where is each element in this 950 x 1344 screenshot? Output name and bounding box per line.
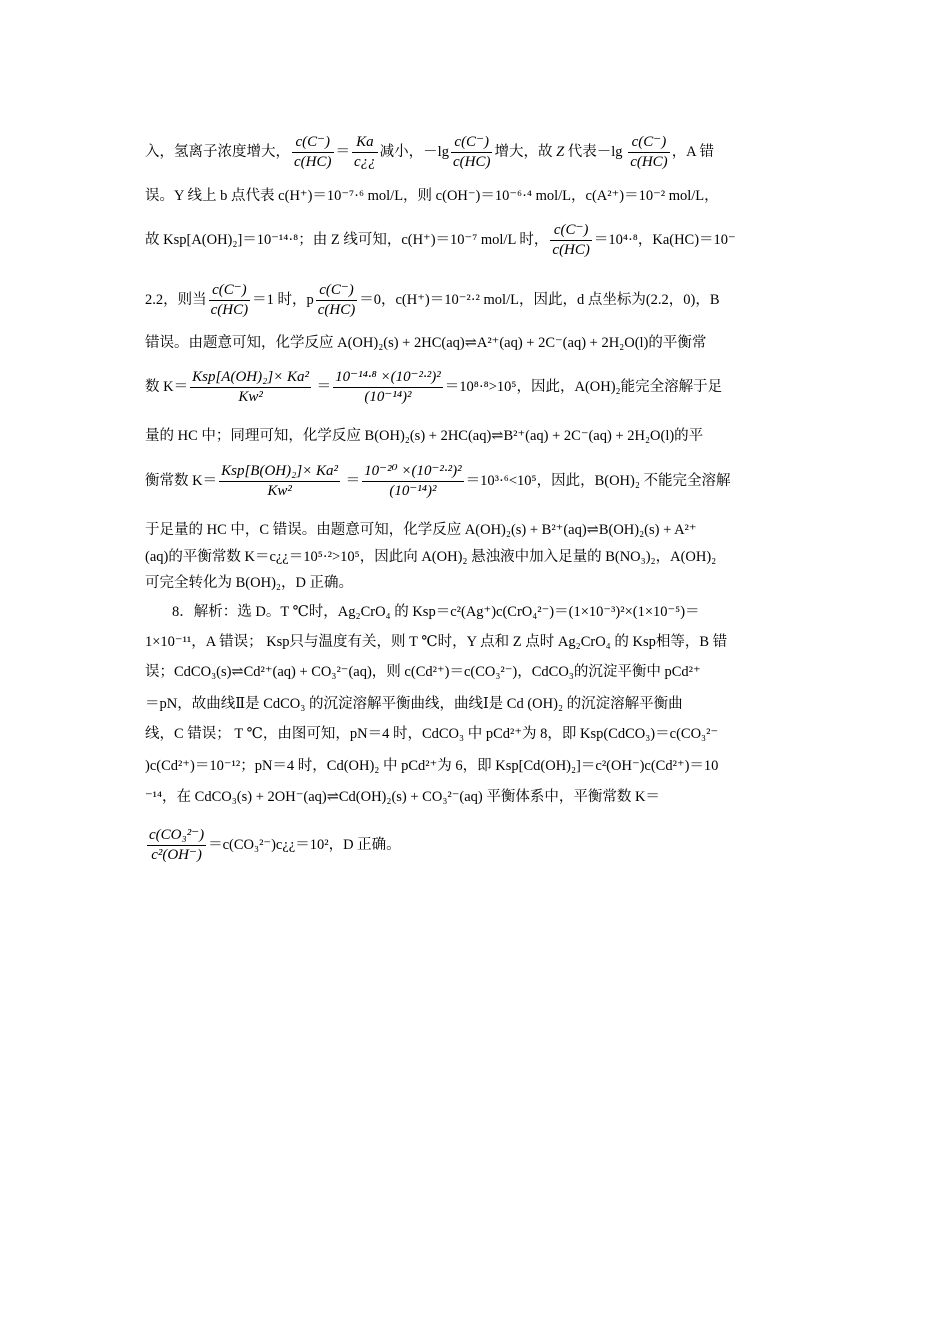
fraction	[219, 462, 340, 501]
text-segment: 衡常数 K＝	[145, 473, 218, 489]
text-segment: ＝10⁴·⁸，Ka(HC)＝10⁻	[593, 232, 736, 248]
text-line-14: 误；CdCO₃(s)⇌Cd²⁺(aq) + CO₃²⁻(aq)，则 c(Cd²⁺)＝c(CO₃²⁻)，CdCO₃的沉淀平衡中 pCd²⁺	[145, 664, 701, 680]
fraction	[628, 133, 670, 172]
fraction	[316, 281, 358, 320]
fraction	[362, 462, 463, 501]
text-line-16: 线，C 错误； T ℃，由图可知，pN＝4 时，CdCO₃ 中 pCd²⁺为 8，即 Ksp(CdCO₃)＝c(CO₃²⁻	[145, 726, 719, 742]
fraction	[550, 221, 592, 260]
fraction	[190, 368, 311, 407]
text-line-10: (aq)的平衡常数 K＝c¿¿＝10⁵·²>10⁵，因此向 A(OH)₂ 悬浊液中加入足量的 B(NO₃)₂，A(OH)₂	[145, 549, 717, 565]
text-line-1: 入，氢离子浓度增大， $\frac{c(C^-)}{c(HC)}$ ＝ $\frac{Ka}{c¿¿}$ 减小，－lg $\frac{c(C^-)}{c(HC)}$ 增大，故 Z 代表－lg $\frac{c(C^-)}{c(HC)}$ ，A 错	[145, 134, 714, 171]
text-line-8: 衡常数 K＝ $\frac{\text{Ksp[B(OH)₂]× Ka²}}{\text{Kw²}}$ ＝ $\frac{\text{10⁻²⁰ ×(10⁻²·²)²}}{\text{(10⁻¹⁴)²}}$ ＝10³·⁶<10⁵，因此，B(OH)₂ 不能完全溶解	[145, 463, 731, 500]
text-segment: ＝1 时，p	[252, 292, 314, 308]
fraction-denominator: c(HC)	[452, 154, 491, 171]
fraction-numerator: Ksp[A(OH)₂]× Ka²	[190, 368, 311, 388]
text-segment: ＝c(CO₃²⁻)c¿¿＝10²，D 正确。	[208, 837, 401, 853]
fraction-denominator: Kw²	[238, 389, 263, 406]
text-segment: 入，氢离子浓度增大，	[145, 144, 290, 160]
text-line-6: 数 K＝ $\frac{\text{Ksp[A(OH)₂]× Ka²}}{\text{Kw²}}$ ＝ $\frac{\text{10⁻¹⁴·⁸ ×(10⁻²·²)²}}{\text{(10⁻¹⁴)²}}$ ＝10⁸·⁸>10⁵，因此，A(OH)₂能完全溶解于足	[145, 369, 723, 406]
text-segment: ＝10³·⁶<10⁵，因此，B(OH)₂ 不能完全溶解	[465, 473, 731, 489]
fraction-denominator: c(HC)	[630, 154, 668, 171]
fraction-numerator: c(CO₃²⁻)	[147, 826, 206, 846]
text-line-11: 可完全转化为 B(OH)₂，D 正确。	[145, 575, 354, 591]
fraction-numerator: c(C⁻)	[209, 281, 251, 301]
fraction-denominator: c²(OH⁻)	[151, 847, 202, 864]
fraction	[333, 368, 443, 407]
text-line-18: ⁻¹⁴，在 CdCO₃(s) + 2OH⁻(aq)⇌Cd(OH)₂(s) + CO₃²⁻(aq) 平衡体系中，平衡常数 K＝	[145, 789, 660, 805]
fraction	[147, 826, 206, 865]
text-segment: ＝10⁸·⁸>10⁵，因此，A(OH)₂能完全溶解于足	[444, 379, 723, 395]
fraction-numerator: 10⁻¹⁴·⁸ ×(10⁻²·²)²	[333, 368, 443, 388]
text-segment: 2.2，则当	[145, 292, 207, 308]
fraction-numerator: Ka	[352, 133, 378, 153]
text-line-5: 错误。由题意可知，化学反应 A(OH)₂(s) + 2HC(aq)⇌A²⁺(aq) + 2C⁻(aq) + 2H₂O(l)的平衡常	[145, 335, 707, 351]
fraction-numerator: c(C⁻)	[316, 281, 358, 301]
text-segment: 故 Ksp[A(OH)₂]＝10⁻¹⁴·⁸；由 Z 线可知，c(H⁺)＝10⁻⁷ mol/L 时，	[145, 232, 549, 248]
text-line-13: 1×10⁻¹¹，A 错误； Ksp只与温度有关，则 T ℃时，Y 点和 Z 点时 Ag₂CrO₄ 的 Ksp相等，B 错	[145, 634, 728, 650]
fraction-denominator: c(HC)	[317, 302, 356, 319]
text-line-7: 量的 HC 中；同理可知，化学反应 B(OH)₂(s) + 2HC(aq)⇌B²⁺(aq) + 2C⁻(aq) + 2H₂O(l)的平	[145, 428, 704, 444]
fraction-denominator: c(HC)	[210, 302, 249, 319]
fraction-numerator: c(C⁻)	[451, 133, 493, 153]
fraction-numerator: Ksp[B(OH)₂]× Ka²	[219, 462, 340, 482]
text-line-2: 误。Y 线上 b 点代表 c(H⁺)＝10⁻⁷·⁶ mol/L，则 c(OH⁻)＝10⁻⁶·⁴ mol/L，c(A²⁺)＝10⁻² mol/L，	[145, 188, 719, 204]
fraction-denominator: c(HC)	[294, 154, 332, 171]
text-line-3	[145, 218, 807, 262]
fraction-denominator: c¿¿	[354, 154, 376, 171]
text-segment: ＝0，c(H⁺)＝10⁻²·² mol/L，因此，d 点坐标为(2.2，0)，B	[359, 292, 720, 308]
fraction-denominator: Kw²	[267, 483, 292, 500]
text-line-17: )c(Cd²⁺)＝10⁻¹²；pN＝4 时，Cd(OH)₂ 中 pCd²⁺为 6，即 Ksp[Cd(OH)₂]＝c²(OH⁻)c(Cd²⁺)＝10	[145, 758, 719, 774]
fraction-denominator: (10⁻¹⁴)²	[389, 483, 437, 500]
text-line-12: 8．解析：选 D。T ℃时，Ag₂CrO₄ 的 Ksp＝c²(Ag⁺)c(CrO₄²⁻)＝(1×10⁻³)²×(1×10⁻⁵)＝	[172, 604, 700, 620]
fraction-numerator: c(C⁻)	[292, 133, 334, 153]
text-line-9: 于足量的 HC 中，C 错误。由题意可知，化学反应 A(OH)₂(s) + B²⁺(aq)⇌B(OH)₂(s) + A²⁺	[145, 522, 697, 538]
text-line-4	[145, 278, 807, 322]
fraction	[451, 133, 493, 172]
fraction-denominator: (10⁻¹⁴)²	[364, 389, 412, 406]
fraction	[209, 281, 251, 320]
fraction-numerator: c(C⁻)	[628, 133, 670, 153]
fraction-denominator: c(HC)	[552, 242, 590, 259]
fraction	[292, 133, 334, 172]
fraction	[352, 133, 378, 172]
text-line-15: ＝pN，故曲线Ⅱ是 CdCO₃ 的沉淀溶解平衡曲线，曲线Ⅰ是 Cd (OH)₂ 的沉淀溶解平衡曲	[145, 696, 683, 712]
fraction-numerator: 10⁻²⁰ ×(10⁻²·²)²	[362, 462, 463, 482]
text-segment: 数 K＝	[145, 379, 189, 395]
text-line-19	[145, 818, 807, 872]
fraction-numerator: c(C⁻)	[550, 221, 592, 241]
